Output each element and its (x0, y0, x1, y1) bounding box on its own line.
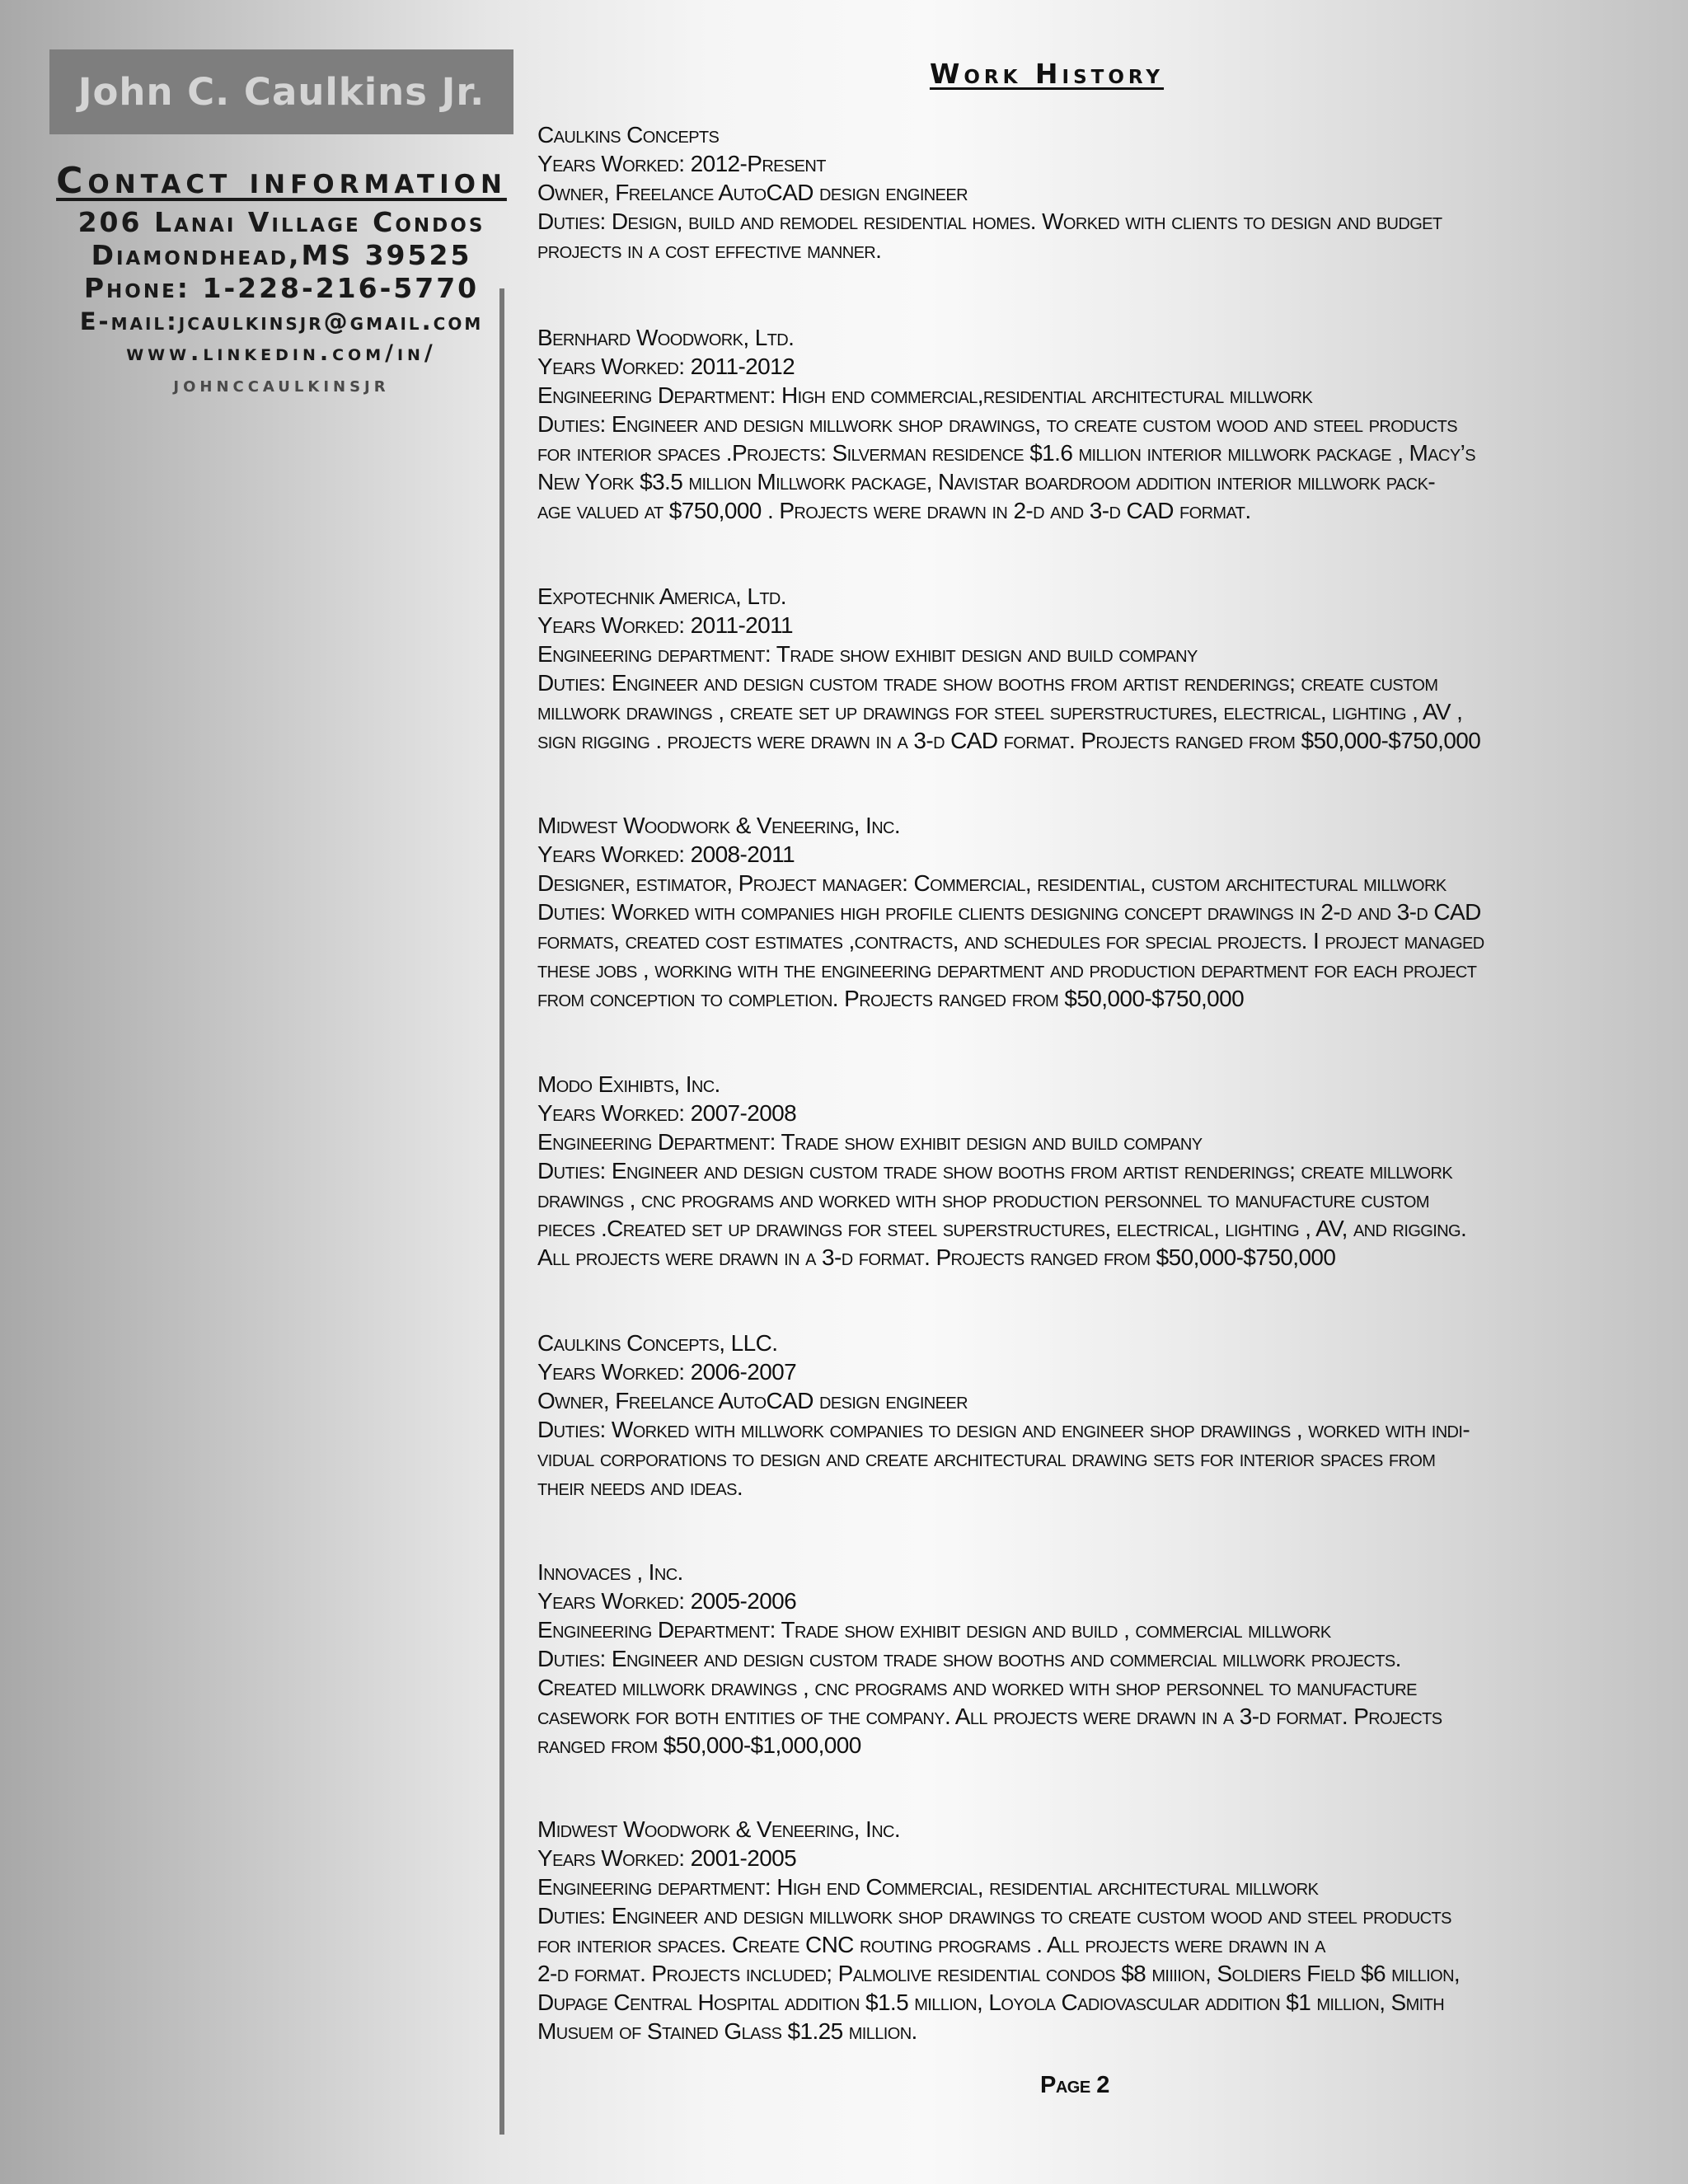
job-duties-line: projects in a cost effective manner. (537, 237, 882, 263)
address-line-1: 206 Lanai Village Condos (77, 206, 485, 238)
job-duties-line: for interior spaces. Create CNC routing programs . All projects were drawn in a (537, 1932, 1325, 1957)
job-duties-line: formats, created cost estimates ,contracts, and schedules for special projects. I project managed (537, 928, 1484, 954)
job-duties-line: age valued at $750,000 . Projects were drawn in 2-d and 3-d CAD format. (537, 498, 1251, 523)
job-role: Owner, Freelance AutoCAD design engineer (537, 180, 968, 205)
candidate-name: John C. Caulkins Jr. (77, 70, 485, 114)
job-entry (537, 1815, 1642, 2046)
job-entry (537, 1558, 1642, 1760)
contact-heading: Contact information (56, 160, 507, 202)
job-years: Years Worked: 2001-2005 (537, 1845, 797, 1871)
job-entry (537, 811, 1642, 1013)
job-duties-line: casework for both entities of the company. All projects were drawn in a 3-d format. Projects (537, 1704, 1442, 1729)
job-duties-line: Duties: Engineer and design millwork shop drawings, to create custom wood and steel products (537, 411, 1458, 437)
job-company: Modo Exihibts, Inc. (537, 1071, 720, 1097)
job-duties-line: sign rigging . projects were drawn in a 3-d CAD format. Projects ranged from $50,000-$750,000 (537, 728, 1481, 753)
job-duties-line: from conception to completion. Projects ranged from $50,000-$750,000 (537, 986, 1245, 1011)
email-address[interactable]: E-mail:jcaulkinsjr@gmail.com (79, 307, 484, 335)
job-duties-line: vidual corporations to design and create architectural drawing sets for interior spaces from (537, 1446, 1436, 1471)
job-years: Years Worked: 2006-2007 (537, 1359, 797, 1385)
job-years: Years Worked: 2011-2012 (537, 354, 795, 379)
job-duties-line: Dupage Central Hospital addition $1.5 million, Loyola Cadiovascular addition $1 million, Smith (537, 1990, 1445, 2015)
job-role: Designer, estimator, Project manager: Commercial, residential, custom architectural millwork (537, 870, 1447, 896)
job-company: Innovaces , Inc. (537, 1559, 683, 1585)
job-duties-line: Duties: Engineer and design custom trade show booths and commercial millwork projects. (537, 1646, 1401, 1671)
job-duties-line: drawings , cnc programs and worked with shop production personnel to manufacture custom (537, 1187, 1429, 1212)
job-years: Years Worked: 2008-2011 (537, 841, 795, 867)
job-duties-line: Created millwork drawings , cnc programs and worked with shop personnel to manufacture (537, 1675, 1417, 1700)
job-duties-line: Duties: Design, build and remodel residential homes. Worked with clients to design and budget (537, 209, 1442, 234)
address-line-2: Diamondhead,MS 39525 (91, 239, 472, 271)
job-years: Years Worked: 2005-2006 (537, 1588, 797, 1614)
job-duties-line: Duties: Engineer and design custom trade show booths from artist renderings; create custom (537, 670, 1438, 696)
job-company: Midwest Woodwork & Veneering, Inc. (537, 813, 901, 838)
job-duties-line: their needs and ideas. (537, 1474, 743, 1500)
job-duties-line: New York $3.5 million Millwork package, Navistar boardroom addition interior millwork pack- (537, 469, 1436, 494)
job-entry (537, 582, 1642, 755)
job-duties-line: Duties: Engineer and design custom trade show booths from artist renderings; create millwork (537, 1158, 1453, 1183)
job-entry (537, 120, 1642, 265)
job-role: Engineering Department: Trade show exhibit design and build company (537, 1129, 1203, 1155)
job-duties-line: these jobs , working with the engineering department and production department for each project (537, 957, 1477, 982)
job-company: Caulkins Concepts (537, 122, 720, 148)
job-role: Engineering Department: High end commercial,residential architectural millwork (537, 382, 1313, 408)
job-duties-line: All projects were drawn in a 3-d format. Projects ranged from $50,000-$750,000 (537, 1244, 1336, 1270)
name-banner (49, 49, 513, 134)
job-duties-line: Duties: Engineer and design millwork shop drawings to create custom wood and steel products (537, 1903, 1451, 1929)
job-duties-line: Duties: Worked with millwork companies to design and engineer shop drawiings , worked with indi- (537, 1417, 1470, 1442)
job-years: Years Worked: 2007-2008 (537, 1100, 797, 1126)
job-company: Caulkins Concepts, LLC. (537, 1330, 778, 1356)
job-role: Engineering Department: Trade show exhibit design and build , commercial millwork (537, 1617, 1331, 1643)
job-duties-line: ranged from $50,000-$1,000,000 (537, 1732, 861, 1758)
vertical-divider (499, 288, 504, 2135)
job-entry (537, 323, 1642, 525)
job-company: Midwest Woodwork & Veneering, Inc. (537, 1816, 901, 1842)
job-role: Engineering department: High end Commercial, residential architectural millwork (537, 1874, 1319, 1900)
job-role: Engineering department: Trade show exhibit design and build company (537, 641, 1198, 667)
linkedin-url-part-2[interactable]: johnccaulkinsjr (173, 373, 390, 397)
job-company: Expotechnik America, Ltd. (537, 583, 786, 609)
phone-number: Phone: 1-228-216-5770 (83, 272, 480, 304)
job-duties-line: millwork drawings , create set up drawings for steel superstructures, electrical, lighting , AV , (537, 699, 1463, 724)
job-entry (537, 1329, 1642, 1502)
page-number: Page 2 (1040, 2072, 1109, 2098)
job-duties-line: Musuem of Stained Glass $1.25 million. (537, 2018, 917, 2044)
job-duties-line: for interior spaces .Projects: Silverman residence $1.6 million interior millwork package , Macy’s (537, 440, 1475, 466)
job-duties-line: pieces .Created set up drawings for steel superstructures, electrical, lighting , AV, and rigging. (537, 1216, 1467, 1241)
job-duties-line: Duties: Worked with companies high profile clients designing concept drawings in 2-d and 3-d CAD (537, 899, 1481, 925)
job-years: Years Worked: 2012-Present (537, 151, 826, 176)
job-entry (537, 1070, 1642, 1272)
section-title: Work History (929, 58, 1165, 90)
job-company: Bernhard Woodwork, Ltd. (537, 325, 795, 350)
contact-section (49, 160, 513, 401)
job-duties-line: 2-d format. Projects included; Palmolive residential condos $8 miiiion, Soldiers Field $6 million, (537, 1961, 1461, 1986)
linkedin-url-part-1[interactable]: www.linkedin.com/in/ (126, 340, 437, 366)
job-years: Years Worked: 2011-2011 (537, 612, 793, 638)
job-role: Owner, Freelance AutoCAD design engineer (537, 1388, 968, 1413)
